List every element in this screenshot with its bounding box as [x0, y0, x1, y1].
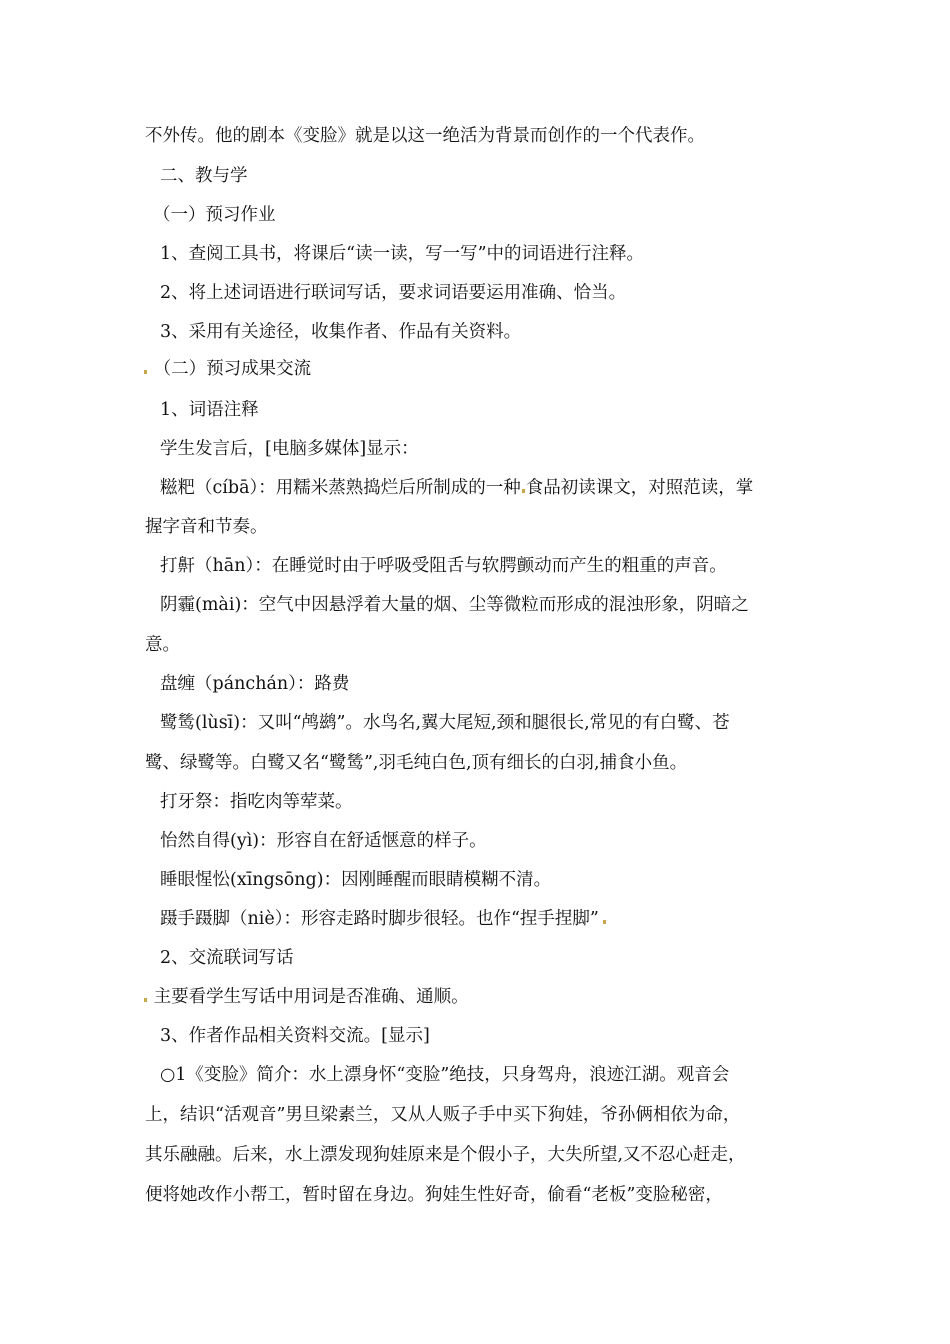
paragraph-line: 其乐融融。后来，水上漂发现狗娃原来是个假小子，大失所望,又不忍心赶走， [145, 1145, 746, 1165]
definition-text: 食品初读课文，对照范读，掌 [525, 478, 754, 498]
paragraph-line: 不外传。他的剧本《变脸》就是以这一绝活为背景而创作的一个代表作。 [145, 126, 705, 146]
list-item: 3、采用有关途径，收集作者、作品有关资料。 [160, 322, 522, 342]
subsection-heading: （一）预习作业 [153, 205, 276, 225]
definition-line: 阴霾(mài)：空气中因悬浮着大量的烟、尘等微粒而形成的混浊形象，阴暗之 [160, 595, 749, 615]
paragraph-line: 学生发言后，[电脑多媒体]显示： [160, 439, 419, 459]
definition-text: 糍粑（cíbā）：用糯米蒸熟捣烂后所制成的一种 [160, 478, 521, 498]
definition-line [160, 477, 753, 499]
marker-dot [603, 920, 606, 924]
definition-line: 打牙祭：指吃肉等荤菜。 [160, 792, 353, 812]
definition-line: 盘缠（pánchán）：路费 [160, 674, 350, 694]
definition-line: 意。 [145, 635, 180, 655]
definition-line: 睡眼惺忪(xīngsōng)：因刚睡醒而眼睛模糊不清。 [160, 870, 552, 890]
section-heading: 二、教与学 [160, 166, 248, 186]
subsection-heading-row [143, 358, 311, 380]
marker-dot [144, 370, 147, 374]
paragraph-line: 便将她改作小帮工，暂时留在身边。狗娃生性好奇，偷看“老板”变脸秘密， [145, 1185, 723, 1205]
definition-text: 蹑手蹑脚（niè）：形容走路时脚步很轻。也作“捏手捏脚” [160, 909, 599, 929]
list-item: 2、交流联词写话 [160, 948, 294, 968]
paragraph-row [143, 986, 469, 1008]
list-item: 2、将上述词语进行联词写话，要求词语要运用准确、恰当。 [160, 283, 627, 303]
paragraph-line: 主要看学生写话中用词是否准确、通顺。 [153, 987, 469, 1007]
definition-line: 鹭鸶(lùsī)：又叫“鸬鹚”。水鸟名,翼大尾短,颈和腿很长,常见的有白鹭、苍 [160, 713, 730, 733]
definition-line [160, 908, 607, 930]
paragraph-line: 上，结识“活观音”男旦梁素兰，又从人贩子手中买下狗娃，爷孙俩相依为命， [145, 1105, 741, 1125]
paragraph-line: ○1《变脸》简介：水上漂身怀“变脸”绝技，只身驾舟，浪迹江湖。观音会 [160, 1065, 730, 1085]
list-item: 3、作者作品相关资料交流。[显示] [160, 1026, 430, 1046]
definition-line: 鹭、绿鹭等。白鹭又名“鹭鸶”,羽毛纯白色,顶有细长的白羽,捕食小鱼。 [145, 753, 688, 773]
marker-dot [144, 998, 147, 1002]
list-item: 1、查阅工具书，将课后“读一读，写一写”中的词语进行注释。 [160, 244, 645, 264]
definition-line: 怡然自得(yì)：形容自在舒适惬意的样子。 [160, 831, 487, 851]
list-item: 1、词语注释 [160, 400, 259, 420]
definition-line: 握字音和节奏。 [145, 517, 268, 537]
subsection-heading: （二）预习成果交流 [153, 359, 312, 379]
definition-line: 打鼾（hān）：在睡觉时由于呼吸受阻舌与软腭颤动而产生的粗重的声音。 [160, 556, 727, 576]
marker-dot [522, 489, 525, 493]
